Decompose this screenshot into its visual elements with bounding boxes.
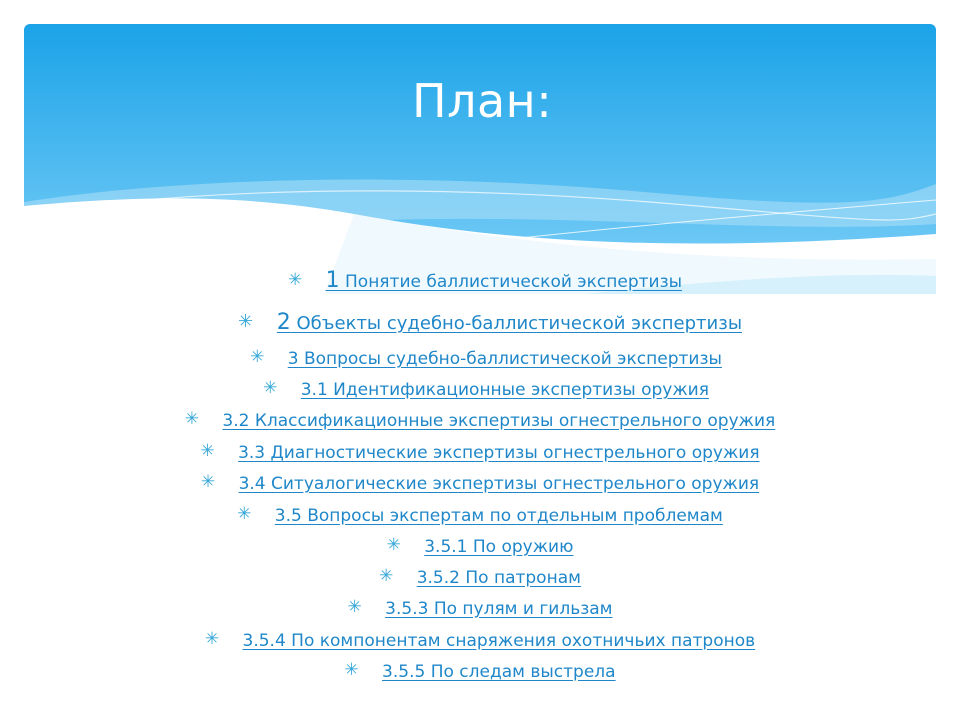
- list-item: [0, 312, 960, 334]
- bullet-icon: ✳: [344, 660, 359, 680]
- list-item: [0, 599, 960, 618]
- toc-link-3-4[interactable]: 3.4 Ситуалогические экспертизы огнестрельного оружия: [238, 474, 760, 494]
- list-item: [0, 411, 960, 430]
- bullet-icon: ✳: [200, 472, 216, 492]
- toc-link-3-5-1[interactable]: 3.5.1 По оружию: [424, 537, 574, 557]
- toc-link-2[interactable]: 2 Объекты судебно-баллистической экспертизы: [276, 310, 743, 335]
- list-item: [0, 474, 960, 493]
- toc-link-3-5-2[interactable]: 3.5.2 По патронам: [416, 568, 581, 588]
- bullet-icon: ✳: [386, 535, 401, 555]
- slide-title: План:: [412, 74, 553, 128]
- list-item: [0, 380, 960, 399]
- bullet-icon: ✳: [200, 441, 215, 461]
- bullet-icon: ✳: [287, 270, 303, 290]
- list-item: [0, 537, 960, 556]
- bullet-icon: ✳: [204, 629, 220, 649]
- bullet-icon: ✳: [237, 504, 252, 524]
- list-item: [0, 631, 960, 650]
- list-item: [0, 270, 960, 292]
- bullet-icon: ✳: [250, 347, 265, 367]
- bullet-icon: ✳: [263, 378, 278, 398]
- list-item: [0, 568, 960, 587]
- toc-link-3-5-3[interactable]: 3.5.3 По пулям и гильзам: [385, 599, 613, 619]
- toc-link-3-2[interactable]: 3.2 Классификационные экспертизы огнестрельного оружия: [222, 411, 776, 431]
- bullet-icon: ✳: [347, 597, 362, 617]
- toc-link-3-5-5[interactable]: 3.5.5 По следам выстрела: [382, 662, 616, 682]
- toc-link-3-3[interactable]: 3.3 Диагностические экспертизы огнестрельного оружия: [238, 443, 760, 463]
- list-item: [0, 662, 960, 681]
- list-item: [0, 349, 960, 368]
- bullet-icon: ✳: [237, 311, 254, 332]
- toc-link-3-5[interactable]: 3.5 Вопросы экспертам по отдельным проблемам: [274, 506, 723, 526]
- bullet-icon: ✳: [379, 566, 394, 586]
- bullet-icon: ✳: [184, 409, 199, 429]
- toc-link-1[interactable]: 1 Понятие баллистической экспертизы: [325, 268, 683, 293]
- toc-link-3-1[interactable]: 3.1 Идентификационные экспертизы оружия: [300, 380, 709, 400]
- list-item: [0, 506, 960, 525]
- toc-link-3[interactable]: 3 Вопросы судебно-баллистической экспертизы: [287, 349, 722, 369]
- list-item: [0, 443, 960, 462]
- toc-link-3-5-4[interactable]: 3.5.4 По компонентам снаряжения охотничьих патронов: [242, 631, 756, 651]
